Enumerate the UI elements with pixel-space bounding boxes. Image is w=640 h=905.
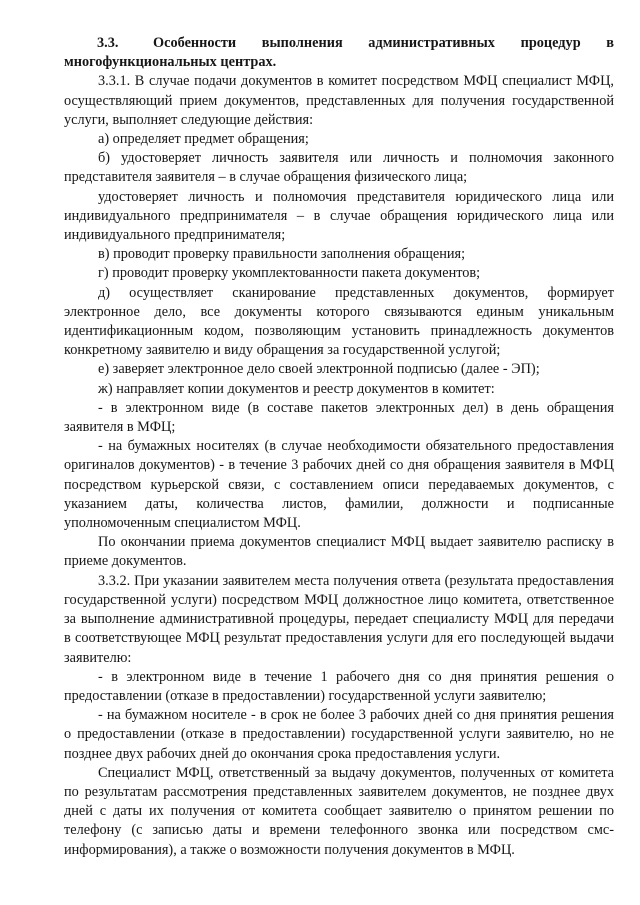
list-item-d: д) осуществляет сканирование представленных документов, формирует электронное дело, все документы которого связываются единым уникальным идентификационным кодом, позволяющим установить принадлежность документов конкретному заявителю и виду обращения за государственной услугой; <box>64 284 614 359</box>
paragraph-notification: Специалист МФЦ, ответственный за выдачу документов, полученных от комитета по результатам рассмотрения представленных заявителем документов, не позднее двух дней с даты их получения от комитета сообщает заявителю о принятом решении по телефону (с записью даты и времени телефонного звонка или посредством смс-информирования), а также о возможности получения документов в МФЦ. <box>64 764 614 858</box>
list-item-zh: ж) направляет копии документов и реестр документов в комитет: <box>98 380 495 397</box>
section-title: Особенности выполнения административных процедур в многофункциональных центрах. <box>64 35 614 71</box>
paragraph-3-3-2: 3.3.2. При указании заявителем места получения ответа (результата предоставления государственной услуги) посредством МФЦ должностное лицо комитета, ответственное за выполнение административной процедуры, передает специалисту МФЦ для передачи в соответствующее МФЦ результат предоставления услуги для его последующей выдачи заявителю: <box>64 572 614 666</box>
dash-item-electronic-result: - в электронном виде в течение 1 рабочего дня со дня принятия решения о предоставлении (отказе в предоставлении) государственной услуги заявителю; <box>64 668 614 704</box>
list-item-a: а) определяет предмет обращения; <box>98 131 309 148</box>
list-item-v: в) проводит проверку правильности заполнения обращения; <box>98 246 466 263</box>
dash-item-electronic: - в электронном виде (в составе пакетов электронных дел) в день обращения заявителя в МФЦ; <box>64 399 614 436</box>
section-heading <box>64 34 614 72</box>
list-item-b-continued: удостоверяет личность и полномочия представителя юридического лица или индивидуального предпринимателя – в случае обращения юридического лица или индивидуального предпринимателя; <box>64 188 614 244</box>
list-item-b: б) удостоверяет личность заявителя или личность и полномочия законного представителя заявителя – в случае обращения физического лица; <box>64 150 614 186</box>
document-page <box>64 34 614 860</box>
paragraph-3-3-1: 3.3.1. В случае подачи документов в комитет посредством МФЦ специалист МФЦ, осуществляющий прием документов, представленных для получения государственной услуги, выполняет следующие действия: <box>64 73 614 128</box>
dash-item-paper: - на бумажных носителях (в случае необходимости обязательного предоставления оригиналов документов) - в течение 3 рабочих дней со дня обращения заявителя в МФЦ посредством курьерской связи, с составлением описи передаваемых документов, с указанием даты, количества листов, фамилии, должности и подписанные уполномоченным специалистом МФЦ. <box>64 438 614 532</box>
dash-item-paper-result: - на бумажном носителе - в срок не более 3 рабочих дней со дня принятия решения о предоставлении (отказе в предоставлении) государственной услуги заявителю, но не позднее двух рабочих дней до окончания срока предоставления услуги. <box>64 707 614 762</box>
section-number: 3.3. <box>97 35 119 51</box>
paragraph-receipt: По окончании приема документов специалист МФЦ выдает заявителю расписку в приеме документов. <box>64 534 614 570</box>
list-item-g: г) проводит проверку укомплектованности пакета документов; <box>98 265 481 282</box>
list-item-e: е) заверяет электронное дело своей электронной подписью (далее - ЭП); <box>98 361 540 378</box>
